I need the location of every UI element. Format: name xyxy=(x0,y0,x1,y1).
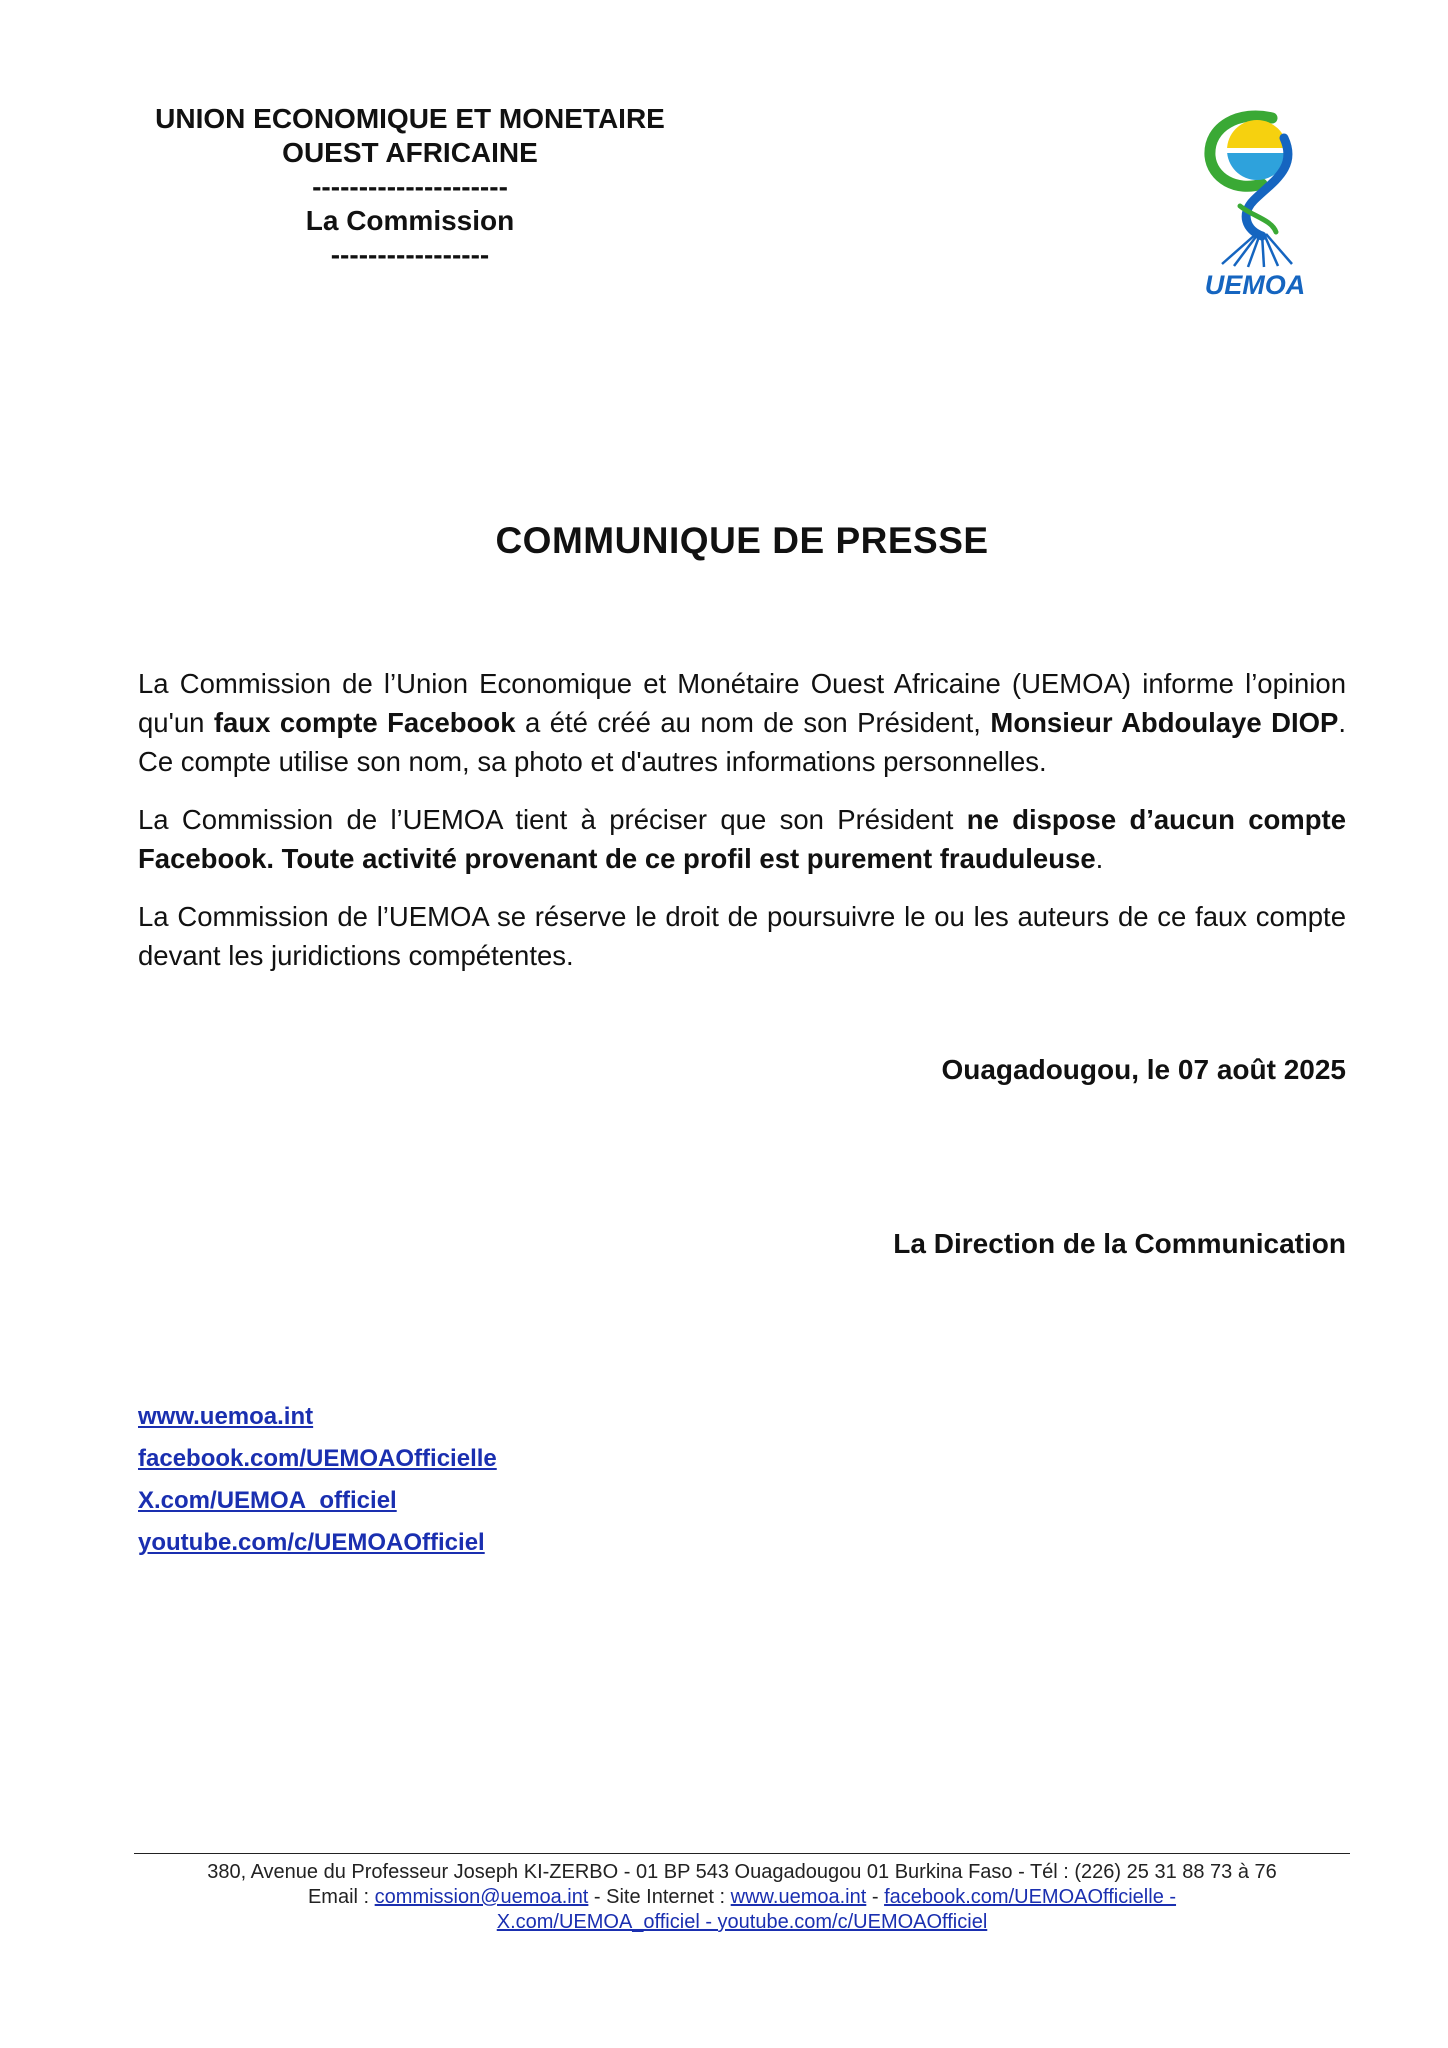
footer-email-link[interactable]: commission@uemoa.int xyxy=(374,1886,589,1908)
footer-contact-line: Email : commission@uemoa.int - Site Internet : www.uemoa.int - facebook.com/UEMOAOfficielle - xyxy=(307,1886,1177,1908)
footer-facebook-link[interactable]: facebook.com/UEMOAOfficielle - xyxy=(884,1886,1177,1908)
page-title: COMMUNIQUE DE PRESSE xyxy=(495,520,989,561)
header-separator: --------------------- xyxy=(312,171,508,202)
org-name-line2: OUEST AFRICAINE xyxy=(282,137,538,168)
footer-social-links[interactable]: X.com/UEMOA_officiel - youtube.com/c/UEMOAOfficiel xyxy=(496,1911,988,1933)
org-header xyxy=(130,102,690,272)
bold-president-name: Monsieur Abdoulaye DIOP xyxy=(990,707,1339,738)
press-release-body xyxy=(138,664,1346,994)
link-x[interactable]: X.com/UEMOA_officiel xyxy=(138,1487,397,1514)
link-facebook[interactable]: facebook.com/UEMOAOfficielle xyxy=(138,1445,497,1472)
bold-no-account: ne dispose d’aucun compte Facebook. Toute activité provenant de ce profil est purement frauduleuse xyxy=(138,804,1346,874)
paragraph-2: La Commission de l’UEMOA tient à préciser que son Président ne dispose d’aucun compte Facebook. Toute activité provenant de ce profil est purement frauduleuse. xyxy=(138,804,1346,874)
footer xyxy=(134,1860,1350,1935)
signature: La Direction de la Communication xyxy=(893,1228,1346,1259)
department-name: La Commission xyxy=(305,205,515,236)
org-name-line1: UNION ECONOMIQUE ET MONETAIRE xyxy=(155,103,665,134)
footer-divider xyxy=(134,1853,1350,1854)
link-youtube[interactable]: youtube.com/c/UEMOAOfficiel xyxy=(138,1529,485,1556)
paragraph-1: La Commission de l’Union Economique et Monétaire Ouest Africaine (UEMOA) informe l’opinion qu'un faux compte Facebook a été créé au nom de son Président, Monsieur Abdoulaye DIOP. Ce compte utilise son nom, sa photo et d'autres informations personnelles. xyxy=(138,668,1346,777)
footer-site-link[interactable]: www.uemoa.int xyxy=(730,1886,867,1908)
footer-social-line xyxy=(134,1910,1350,1935)
header-separator: ----------------- xyxy=(330,239,490,270)
link-website[interactable]: www.uemoa.int xyxy=(138,1403,314,1430)
uemoa-logo-icon xyxy=(1180,108,1330,298)
logo-text: UEMOA xyxy=(1204,270,1306,298)
bold-fake-account: faux compte Facebook xyxy=(213,707,516,738)
footer-address: 380, Avenue du Professeur Joseph KI-ZERBO - 01 BP 543 Ouagadougou 01 Burkina Faso - Tél : (226) 25 31 88 73 à 76 xyxy=(207,1861,1277,1883)
paragraph-3: La Commission de l’UEMOA se réserve le droit de poursuivre le ou les auteurs de ce faux compte devant les juridictions compétentes. xyxy=(138,901,1346,971)
date-line: Ouagadougou, le 07 août 2025 xyxy=(941,1054,1346,1085)
link-list xyxy=(138,1396,497,1564)
